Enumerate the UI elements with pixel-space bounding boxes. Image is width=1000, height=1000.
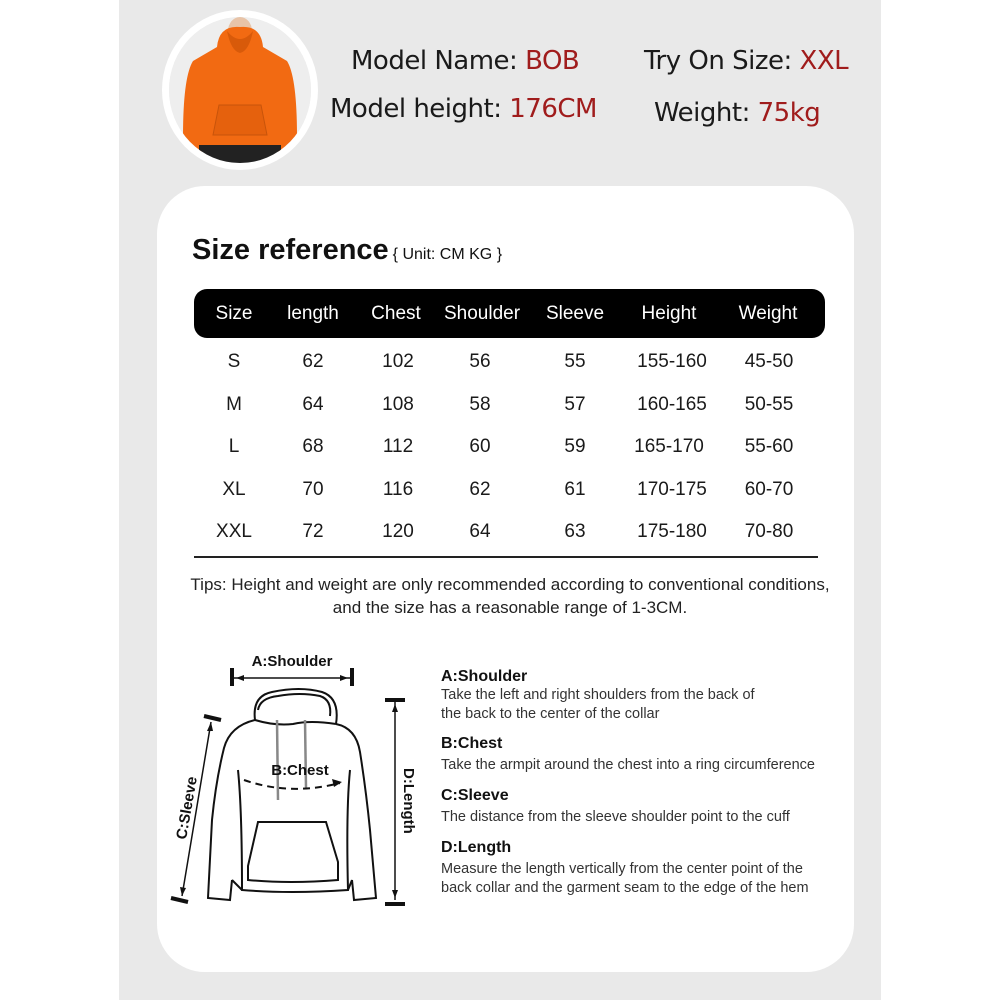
header-size: Size (215, 303, 253, 324)
model-photo (162, 10, 318, 170)
table-bottom-rule (194, 556, 818, 558)
hoodie-measurement-diagram (160, 640, 440, 920)
legend-chest (441, 735, 815, 775)
cell-size: XL (222, 479, 246, 500)
shoulder-label: A:Shoulder (251, 653, 333, 670)
cell-length: 64 (302, 394, 324, 415)
legend-title: C:Sleeve (441, 787, 509, 804)
chest-label: B:Chest (271, 762, 329, 779)
legend-shoulder (441, 668, 755, 724)
cell-shoulder: 60 (469, 436, 491, 457)
legend-desc: the back to the center of the collar (441, 706, 660, 722)
legend-desc: back collar and the garment seam to the edge of the hem (441, 880, 809, 896)
legend-desc: Take the left and right shoulders from the back of (441, 687, 755, 703)
cell-chest: 112 (382, 436, 414, 457)
model-name-label: Model Name: (351, 46, 518, 76)
cell-height: 165-170 (634, 436, 704, 457)
legend-desc: The distance from the sleeve shoulder point to the cuff (441, 809, 790, 825)
cell-size: S (227, 351, 241, 372)
header-weight: Weight (738, 303, 798, 324)
cell-weight: 50-55 (744, 394, 794, 415)
orange-hoodie-icon (169, 17, 311, 163)
header-chest: Chest (371, 303, 421, 324)
cell-height: 170-175 (637, 479, 707, 500)
model-height-label: Model height: (330, 94, 502, 124)
model-weight (654, 98, 820, 128)
length-label: D:Length (400, 768, 417, 834)
model-name-value: BOB (525, 46, 580, 76)
size-reference-title (192, 234, 502, 267)
model-height-value: 176CM (509, 94, 597, 124)
table-row (194, 341, 825, 383)
cell-length: 72 (302, 521, 324, 542)
try-on-size-value: XXL (799, 46, 849, 76)
header-height: Height (641, 303, 697, 324)
table-row (194, 511, 825, 553)
cell-height: 160-165 (637, 394, 707, 415)
cell-chest: 120 (382, 521, 414, 542)
sleeve-label: C:Sleeve (173, 775, 201, 841)
cell-weight: 60-70 (744, 479, 794, 500)
model-weight-value: 75kg (757, 98, 821, 128)
cell-weight: 45-50 (744, 351, 794, 372)
legend-sleeve (441, 787, 790, 827)
try-on-size-label: Try On Size: (644, 46, 792, 76)
cell-length: 70 (302, 479, 324, 500)
cell-sleeve: 57 (564, 394, 586, 415)
table-header (194, 289, 825, 338)
cell-shoulder: 58 (469, 394, 491, 415)
cell-sleeve: 63 (564, 521, 586, 542)
legend-desc: Take the armpit around the chest into a ring circumference (441, 757, 815, 773)
model-name (351, 46, 579, 76)
legend-length (441, 839, 809, 898)
cell-length: 68 (302, 436, 324, 457)
unit-label: { Unit: CM KG } (392, 246, 503, 263)
cell-sleeve: 55 (564, 351, 586, 372)
cell-length: 62 (302, 351, 324, 372)
cell-weight: 55-60 (744, 436, 794, 457)
cell-height: 175-180 (637, 521, 707, 542)
title-text: Size reference (192, 234, 389, 266)
table-row (194, 384, 825, 426)
legend-title: B:Chest (441, 735, 503, 752)
legend-desc: Measure the length vertically from the center point of the (441, 861, 803, 877)
model-height (330, 94, 597, 124)
cell-weight: 70-80 (744, 521, 794, 542)
cell-chest: 116 (382, 479, 414, 500)
try-on-size (644, 46, 848, 76)
cell-chest: 102 (382, 351, 414, 372)
cell-sleeve: 59 (564, 436, 586, 457)
hoodie-outline-icon (160, 640, 440, 920)
cell-shoulder: 56 (469, 351, 491, 372)
table-row (194, 426, 825, 468)
legend-title: D:Length (441, 839, 512, 856)
cell-size: L (228, 436, 240, 457)
header-length: length (287, 303, 339, 324)
cell-shoulder: 64 (469, 521, 491, 542)
cell-shoulder: 62 (469, 479, 491, 500)
table-row (194, 469, 825, 511)
cell-chest: 108 (382, 394, 414, 415)
tips-text: Tips: Height and weight are only recommended according to conventional conditions, and the size has a reasonable range of 1-3CM. (190, 575, 830, 617)
cell-height: 155-160 (637, 351, 707, 372)
model-weight-label: Weight: (654, 98, 750, 128)
cell-sleeve: 61 (564, 479, 586, 500)
header-sleeve: Sleeve (545, 303, 605, 324)
cell-size: XXL (216, 521, 252, 542)
legend-title: A:Shoulder (441, 668, 528, 685)
header-shoulder: Shoulder (443, 303, 521, 324)
cell-size: M (226, 394, 242, 415)
